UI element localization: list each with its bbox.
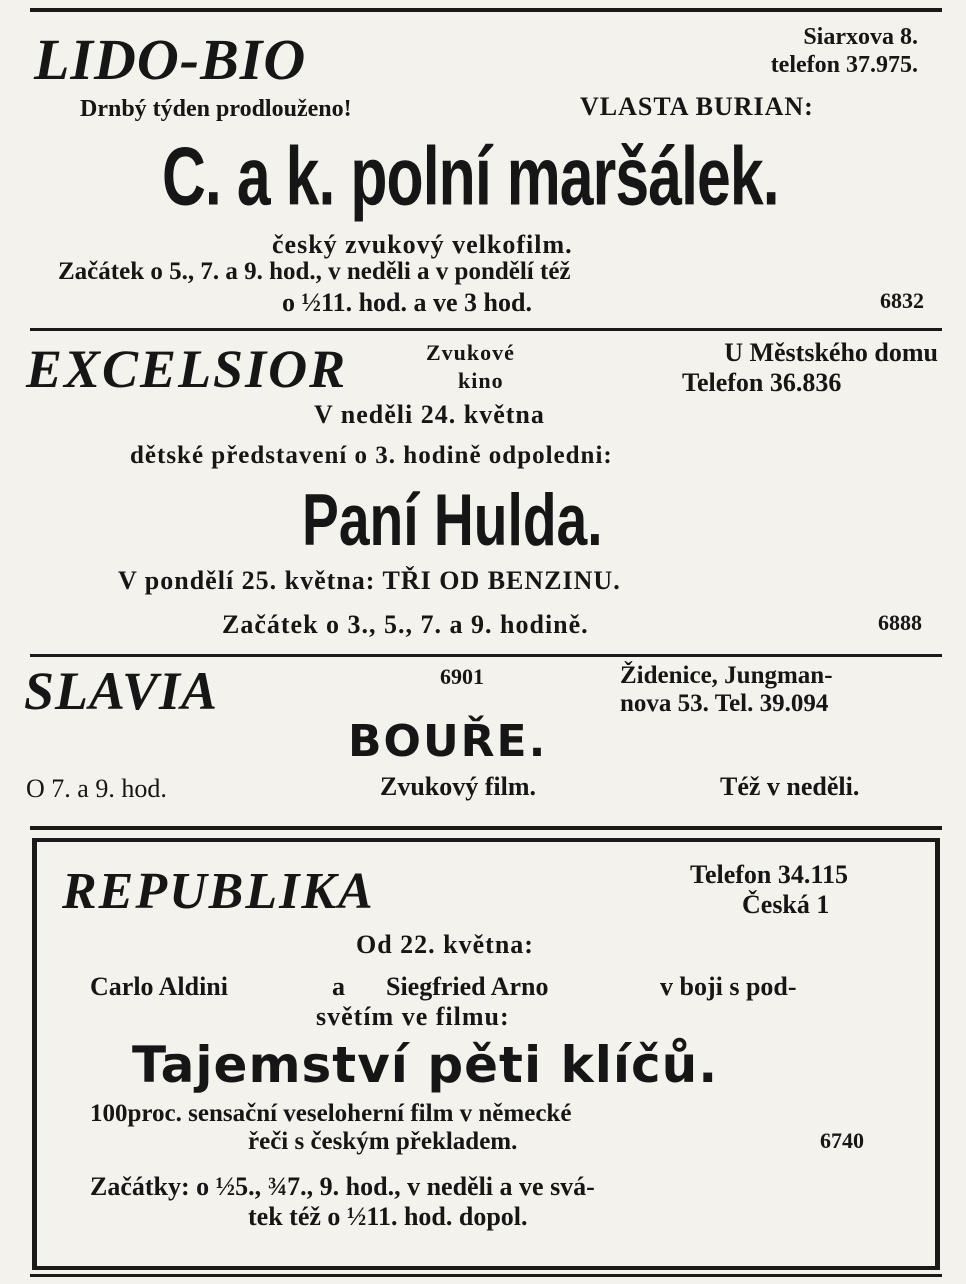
republika-underworld: světím ve filmu: — [316, 1002, 510, 1031]
excelsior-kind-line2: kino — [458, 368, 504, 393]
divider-3 — [30, 826, 942, 830]
excelsior-monday: V pondělí 25. května: TŘI OD BENZINU. — [118, 566, 621, 595]
lido-address: Siarxova 8. — [803, 24, 918, 50]
republika-and: a — [332, 972, 345, 1001]
republika-times-line2: tek též o ½11. hod. dopol. — [248, 1202, 528, 1231]
slavia-address-line2: nova 53. Tel. 39.094 — [620, 690, 829, 717]
top-rule — [30, 8, 942, 12]
excelsior-times: Začátek o 3., 5., 7. a 9. hodině. — [222, 610, 589, 639]
republika-fight-with: v boji s pod- — [660, 972, 797, 1001]
republika-description-line2: řeči s českým překladem. — [248, 1128, 518, 1155]
slavia-ad-code: 6901 — [440, 664, 484, 689]
republika-from-date: Od 22. května: — [356, 930, 534, 959]
venue-name-slavia: SLAVIA — [24, 661, 219, 721]
slavia-times: O 7. a 9. hod. — [26, 774, 167, 803]
republika-address: Česká 1 — [742, 890, 830, 919]
excelsior-phone: Telefon 36.836 — [682, 368, 842, 397]
lido-times-line1: Začátek o 5., 7. a 9. hod., v neděli a v pondělí též — [58, 258, 571, 285]
lido-phone: telefon 37.975. — [770, 52, 918, 78]
excelsior-children-show: dětské představení o 3. hodině odpoledni: — [130, 442, 613, 469]
republika-phone: Telefon 34.115 — [690, 860, 848, 889]
excelsior-film-title: Paní Hulda. — [302, 479, 603, 561]
lido-actor: VLASTA BURIAN: — [580, 92, 814, 121]
venue-name-republika: REPUBLIKA — [62, 863, 375, 920]
republika-actor-1: Carlo Aldini — [90, 972, 228, 1001]
lido-film-title: C. a k. polní maršálek. — [162, 129, 779, 222]
slavia-subtitle: Zvukový film. — [380, 772, 537, 801]
lido-ad-code: 6832 — [880, 288, 924, 313]
republika-description-line1: 100proc. sensační veseloherní film v německé — [90, 1100, 572, 1127]
republika-actor-2: Siegfried Arno — [386, 972, 549, 1001]
excelsior-ad-code: 6888 — [878, 610, 922, 635]
venue-name-lido: LIDO-BIO — [34, 27, 307, 92]
slavia-address-line1: Židenice, Jungman- — [620, 662, 833, 689]
divider-1 — [30, 328, 942, 331]
lido-times-line2: o ½11. hod. a ve 3 hod. — [282, 288, 532, 317]
venue-name-excelsior: EXCELSIOR — [26, 339, 348, 399]
lido-week-extended: Drnbý týden prodlouženo! — [80, 96, 352, 122]
excelsior-sunday: V neděli 24. května — [314, 400, 545, 429]
republika-ad-code: 6740 — [820, 1128, 864, 1153]
excelsior-kind-line1: Zvukové — [426, 340, 515, 365]
lido-subtitle: český zvukový velkofilm. — [272, 230, 573, 259]
slavia-film-title: BOUŘE. — [348, 716, 548, 767]
slavia-sunday: Též v neděli. — [720, 772, 860, 801]
bottom-rule — [30, 1274, 942, 1277]
republika-times-line1: Začátky: o ½5., ¾7., 9. hod., v neděli a ve svá- — [90, 1172, 595, 1201]
republika-film-title: Tajemství pěti klíčů. — [132, 1036, 719, 1094]
excelsior-address: U Městského domu — [724, 338, 938, 367]
divider-2 — [30, 654, 942, 657]
